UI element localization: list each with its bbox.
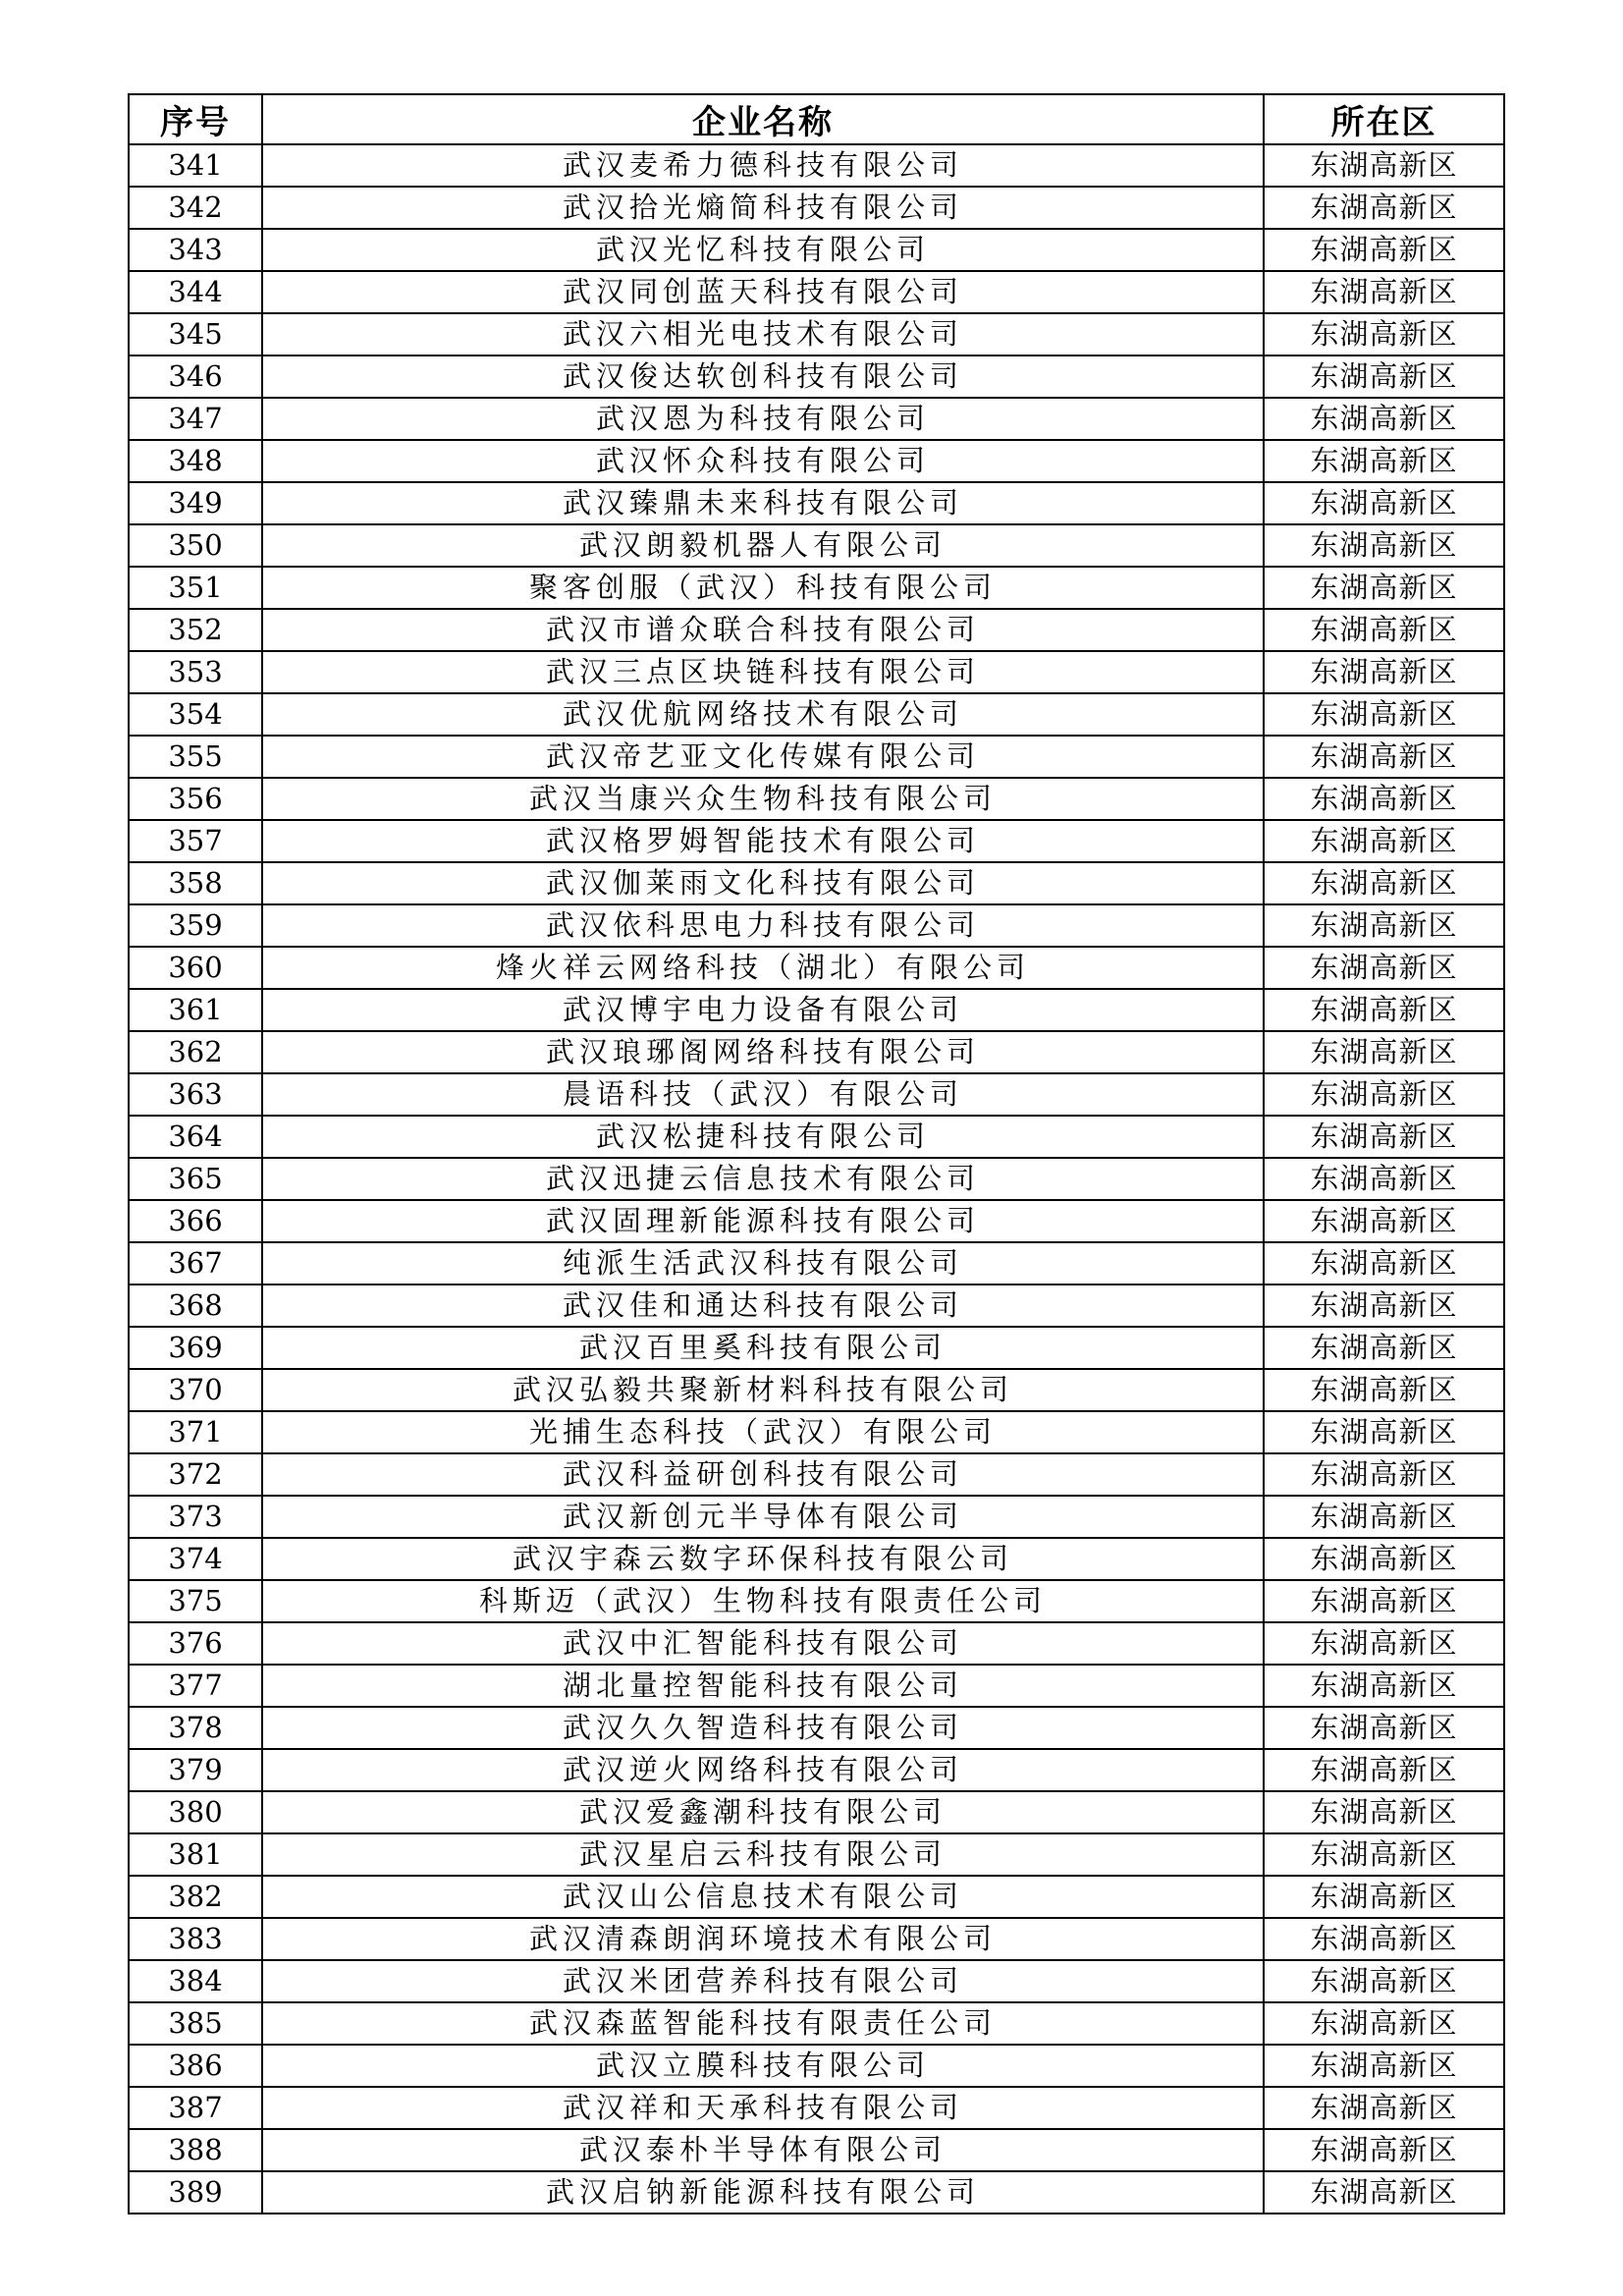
row-district: 东湖高新区 [1264, 1707, 1504, 1749]
row-district: 东湖高新区 [1264, 904, 1504, 947]
row-company-name: 晨语科技（武汉）有限公司 [262, 1073, 1264, 1116]
row-company-name: 武汉久久智造科技有限公司 [262, 1707, 1264, 1749]
row-index: 375 [129, 1580, 262, 1622]
table-row [129, 1749, 1504, 1791]
row-company-name: 武汉中汇智能科技有限公司 [262, 1622, 1264, 1665]
row-district: 东湖高新区 [1264, 2087, 1504, 2129]
row-company-name: 武汉麦希力德科技有限公司 [262, 144, 1264, 187]
row-district: 东湖高新区 [1264, 2045, 1504, 2087]
row-company-name: 武汉科益研创科技有限公司 [262, 1453, 1264, 1496]
header-index: 序号 [129, 94, 262, 144]
row-index: 360 [129, 947, 262, 989]
table-row [129, 947, 1504, 989]
row-company-name: 武汉星启云科技有限公司 [262, 1833, 1264, 1876]
row-index: 377 [129, 1665, 262, 1707]
table-row [129, 1158, 1504, 1200]
table-row [129, 355, 1504, 398]
row-district: 东湖高新区 [1264, 1622, 1504, 1665]
table-row [129, 1960, 1504, 2002]
row-index: 369 [129, 1327, 262, 1369]
row-company-name: 武汉弘毅共聚新材料科技有限公司 [262, 1369, 1264, 1411]
row-district: 东湖高新区 [1264, 271, 1504, 313]
row-index: 388 [129, 2129, 262, 2171]
row-district: 东湖高新区 [1264, 144, 1504, 187]
row-company-name: 武汉宇森云数字环保科技有限公司 [262, 1538, 1264, 1580]
row-company-name: 武汉帝艺亚文化传媒有限公司 [262, 736, 1264, 778]
table-row [129, 1833, 1504, 1876]
table-body [129, 144, 1504, 2214]
row-district: 东湖高新区 [1264, 1158, 1504, 1200]
header-row [129, 94, 1504, 144]
row-company-name: 武汉松捷科技有限公司 [262, 1116, 1264, 1158]
row-index: 361 [129, 989, 262, 1031]
row-company-name: 武汉依科思电力科技有限公司 [262, 904, 1264, 947]
table-row [129, 567, 1504, 609]
row-district: 东湖高新区 [1264, 1369, 1504, 1411]
row-company-name: 纯派生活武汉科技有限公司 [262, 1242, 1264, 1285]
row-district: 东湖高新区 [1264, 1538, 1504, 1580]
table-row [129, 1496, 1504, 1538]
table-row [129, 1622, 1504, 1665]
row-index: 344 [129, 271, 262, 313]
row-index: 382 [129, 1876, 262, 1918]
table-row [129, 1538, 1504, 1580]
row-company-name: 武汉恩为科技有限公司 [262, 398, 1264, 440]
row-company-name: 武汉三点区块链科技有限公司 [262, 651, 1264, 693]
row-district: 东湖高新区 [1264, 820, 1504, 862]
row-district: 东湖高新区 [1264, 567, 1504, 609]
row-index: 359 [129, 904, 262, 947]
table-row [129, 862, 1504, 904]
table-row [129, 440, 1504, 482]
row-company-name: 武汉臻鼎未来科技有限公司 [262, 482, 1264, 524]
header-district: 所在区 [1264, 94, 1504, 144]
table-row [129, 1453, 1504, 1496]
row-company-name: 武汉琅琊阁网络科技有限公司 [262, 1031, 1264, 1073]
row-district: 东湖高新区 [1264, 1876, 1504, 1918]
row-company-name: 武汉六相光电技术有限公司 [262, 313, 1264, 355]
table-row [129, 1876, 1504, 1918]
table-row [129, 1665, 1504, 1707]
row-company-name: 武汉优航网络技术有限公司 [262, 693, 1264, 736]
row-index: 384 [129, 1960, 262, 2002]
row-index: 345 [129, 313, 262, 355]
table-row [129, 1285, 1504, 1327]
table-row [129, 1369, 1504, 1411]
table-row [129, 398, 1504, 440]
row-district: 东湖高新区 [1264, 2171, 1504, 2214]
row-index: 363 [129, 1073, 262, 1116]
table-row [129, 2171, 1504, 2214]
row-index: 358 [129, 862, 262, 904]
row-index: 383 [129, 1918, 262, 1960]
row-district: 东湖高新区 [1264, 778, 1504, 820]
table-row [129, 904, 1504, 947]
table-row [129, 1327, 1504, 1369]
row-district: 东湖高新区 [1264, 440, 1504, 482]
row-index: 353 [129, 651, 262, 693]
table-row [129, 820, 1504, 862]
table-row [129, 736, 1504, 778]
row-index: 367 [129, 1242, 262, 1285]
table-row [129, 609, 1504, 651]
table-row [129, 2045, 1504, 2087]
row-company-name: 武汉同创蓝天科技有限公司 [262, 271, 1264, 313]
row-company-name: 武汉祥和天承科技有限公司 [262, 2087, 1264, 2129]
row-company-name: 湖北量控智能科技有限公司 [262, 1665, 1264, 1707]
row-district: 东湖高新区 [1264, 1242, 1504, 1285]
row-index: 385 [129, 2002, 262, 2045]
table-row [129, 989, 1504, 1031]
table-row [129, 187, 1504, 229]
row-index: 350 [129, 524, 262, 567]
row-district: 东湖高新区 [1264, 524, 1504, 567]
row-index: 351 [129, 567, 262, 609]
table-row [129, 1580, 1504, 1622]
table-row [129, 1791, 1504, 1833]
row-district: 东湖高新区 [1264, 229, 1504, 271]
table-row [129, 524, 1504, 567]
row-index: 346 [129, 355, 262, 398]
row-index: 343 [129, 229, 262, 271]
row-district: 东湖高新区 [1264, 1665, 1504, 1707]
row-company-name: 武汉泰朴半导体有限公司 [262, 2129, 1264, 2171]
row-district: 东湖高新区 [1264, 989, 1504, 1031]
table-row [129, 1918, 1504, 1960]
table-row [129, 1200, 1504, 1242]
row-district: 东湖高新区 [1264, 1918, 1504, 1960]
row-district: 东湖高新区 [1264, 1327, 1504, 1369]
table-row [129, 229, 1504, 271]
row-district: 东湖高新区 [1264, 1285, 1504, 1327]
row-index: 376 [129, 1622, 262, 1665]
row-district: 东湖高新区 [1264, 693, 1504, 736]
row-district: 东湖高新区 [1264, 651, 1504, 693]
table-row [129, 778, 1504, 820]
row-district: 东湖高新区 [1264, 1496, 1504, 1538]
row-company-name: 武汉森蓝智能科技有限责任公司 [262, 2002, 1264, 2045]
table-row [129, 271, 1504, 313]
row-district: 东湖高新区 [1264, 1031, 1504, 1073]
row-company-name: 武汉米团营养科技有限公司 [262, 1960, 1264, 2002]
row-company-name: 光捕生态科技（武汉）有限公司 [262, 1411, 1264, 1453]
company-list-table [128, 93, 1505, 2214]
row-index: 352 [129, 609, 262, 651]
row-index: 349 [129, 482, 262, 524]
table-row [129, 1116, 1504, 1158]
row-company-name: 武汉清森朗润环境技术有限公司 [262, 1918, 1264, 1960]
row-index: 386 [129, 2045, 262, 2087]
table-header [129, 94, 1504, 144]
row-company-name: 武汉新创元半导体有限公司 [262, 1496, 1264, 1538]
row-district: 东湖高新区 [1264, 187, 1504, 229]
table-row [129, 693, 1504, 736]
table-row [129, 1031, 1504, 1073]
row-company-name: 科斯迈（武汉）生物科技有限责任公司 [262, 1580, 1264, 1622]
row-index: 364 [129, 1116, 262, 1158]
row-district: 东湖高新区 [1264, 1453, 1504, 1496]
row-company-name: 聚客创服（武汉）科技有限公司 [262, 567, 1264, 609]
row-index: 387 [129, 2087, 262, 2129]
row-district: 东湖高新区 [1264, 862, 1504, 904]
row-index: 374 [129, 1538, 262, 1580]
row-company-name: 武汉博宇电力设备有限公司 [262, 989, 1264, 1031]
row-company-name: 武汉朗毅机器人有限公司 [262, 524, 1264, 567]
row-index: 368 [129, 1285, 262, 1327]
row-company-name: 武汉光忆科技有限公司 [262, 229, 1264, 271]
table-row [129, 1073, 1504, 1116]
row-index: 357 [129, 820, 262, 862]
table-row [129, 1707, 1504, 1749]
row-district: 东湖高新区 [1264, 1116, 1504, 1158]
row-district: 东湖高新区 [1264, 1580, 1504, 1622]
row-district: 东湖高新区 [1264, 736, 1504, 778]
row-district: 东湖高新区 [1264, 1073, 1504, 1116]
row-index: 371 [129, 1411, 262, 1453]
table-row [129, 1242, 1504, 1285]
row-district: 东湖高新区 [1264, 2002, 1504, 2045]
row-district: 东湖高新区 [1264, 1960, 1504, 2002]
row-company-name: 武汉逆火网络科技有限公司 [262, 1749, 1264, 1791]
row-district: 东湖高新区 [1264, 609, 1504, 651]
row-index: 347 [129, 398, 262, 440]
row-company-name: 武汉格罗姆智能技术有限公司 [262, 820, 1264, 862]
row-company-name: 武汉立膜科技有限公司 [262, 2045, 1264, 2087]
row-index: 362 [129, 1031, 262, 1073]
row-company-name: 武汉百里奚科技有限公司 [262, 1327, 1264, 1369]
row-company-name: 武汉启钠新能源科技有限公司 [262, 2171, 1264, 2214]
row-company-name: 烽火祥云网络科技（湖北）有限公司 [262, 947, 1264, 989]
row-index: 365 [129, 1158, 262, 1200]
row-index: 378 [129, 1707, 262, 1749]
row-index: 389 [129, 2171, 262, 2214]
row-district: 东湖高新区 [1264, 1791, 1504, 1833]
row-index: 355 [129, 736, 262, 778]
row-district: 东湖高新区 [1264, 947, 1504, 989]
row-index: 381 [129, 1833, 262, 1876]
row-company-name: 武汉迅捷云信息技术有限公司 [262, 1158, 1264, 1200]
row-district: 东湖高新区 [1264, 313, 1504, 355]
header-company-name: 企业名称 [262, 94, 1264, 144]
row-company-name: 武汉伽莱雨文化科技有限公司 [262, 862, 1264, 904]
row-company-name: 武汉拾光熵简科技有限公司 [262, 187, 1264, 229]
table-row [129, 2087, 1504, 2129]
row-company-name: 武汉固理新能源科技有限公司 [262, 1200, 1264, 1242]
row-district: 东湖高新区 [1264, 355, 1504, 398]
row-index: 370 [129, 1369, 262, 1411]
row-index: 373 [129, 1496, 262, 1538]
row-district: 东湖高新区 [1264, 482, 1504, 524]
row-district: 东湖高新区 [1264, 1411, 1504, 1453]
row-index: 341 [129, 144, 262, 187]
row-district: 东湖高新区 [1264, 1749, 1504, 1791]
row-index: 366 [129, 1200, 262, 1242]
table-row [129, 2129, 1504, 2171]
row-company-name: 武汉爱鑫潮科技有限公司 [262, 1791, 1264, 1833]
row-district: 东湖高新区 [1264, 398, 1504, 440]
row-company-name: 武汉俊达软创科技有限公司 [262, 355, 1264, 398]
row-company-name: 武汉佳和通达科技有限公司 [262, 1285, 1264, 1327]
row-district: 东湖高新区 [1264, 1200, 1504, 1242]
row-index: 354 [129, 693, 262, 736]
row-index: 342 [129, 187, 262, 229]
table-row [129, 313, 1504, 355]
table-row [129, 2002, 1504, 2045]
table-row [129, 1411, 1504, 1453]
table-row [129, 651, 1504, 693]
row-district: 东湖高新区 [1264, 2129, 1504, 2171]
row-company-name: 武汉市谱众联合科技有限公司 [262, 609, 1264, 651]
table-row [129, 482, 1504, 524]
table-row [129, 144, 1504, 187]
row-company-name: 武汉怀众科技有限公司 [262, 440, 1264, 482]
row-index: 380 [129, 1791, 262, 1833]
row-company-name: 武汉山公信息技术有限公司 [262, 1876, 1264, 1918]
row-index: 348 [129, 440, 262, 482]
row-district: 东湖高新区 [1264, 1833, 1504, 1876]
row-index: 372 [129, 1453, 262, 1496]
row-index: 356 [129, 778, 262, 820]
row-company-name: 武汉当康兴众生物科技有限公司 [262, 778, 1264, 820]
row-index: 379 [129, 1749, 262, 1791]
